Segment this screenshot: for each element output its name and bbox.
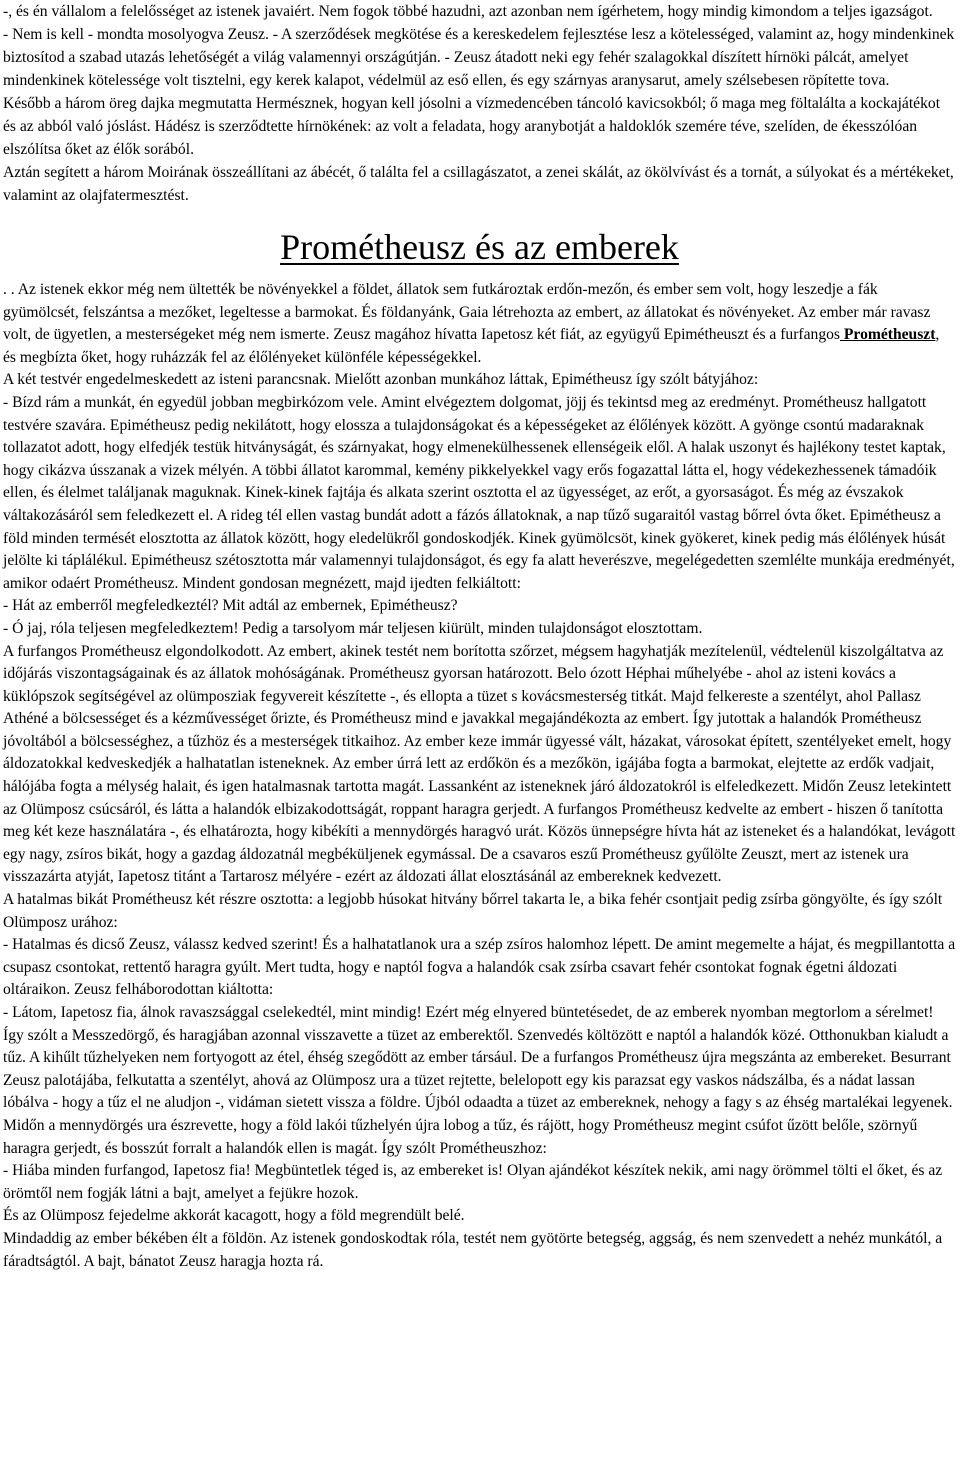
paragraph-11: A hatalmas bikát Prométheusz két részre osztotta: a legjobb húsokat hitvány bőrrel takarta le, a bika fehér csontjait pedig zsírba göngyölte, és így szólt Olümposz urához: — [3, 891, 943, 931]
paragraph-5-text-a: . . Az istenek ekkor még nem ültették be növényekkel a földet, állatok sem futkároztak erdőn-mezőn, és ember sem volt, hogy leszedje a fák gyümölcsét, felszántsa a mezőket, legeltesse a barmokat. És földanyánk, Gaia létrehozta az embert, az állatokat és növényeket. Az ember már ravasz volt, de ügyetlen, a mesterségeket még nem ismerte. Zeusz magához hívatta Iapetosz két fiát, az együgyű Epimétheuszt és a furfangos — [3, 281, 931, 344]
prometheus-link[interactable]: Prométheuszt — [840, 326, 936, 344]
paragraph-3: Később a három öreg dajka megmutatta Hermésznek, hogyan kell jósolni a vízmedencében táncoló kavicsokból; ő maga meg föltalálta a kockajátékot és az abból való jóslást. Hádész is szerződtette hírnökének: az volt a feladata, hogy aranybotját a haldoklók szemére téve, szelíden, de ékesszólóan elszólítsa őket az élők sorából. — [3, 95, 941, 158]
paragraph-1: -, és én vállalom a felelősséget az istenek javaiért. Nem fogok többé hazudni, azt azonban nem ígérhetem, hogy mindig kimondom a teljes igazságot. — [3, 3, 933, 20]
paragraph-17: Mindaddig az ember békében élt a földön. Az istenek gondoskodtak róla, testét nem gyötörte betegség, aggság, és nem szenvedett a nehéz munkától, a fáradtságtól. A bajt, bánatot Zeusz haragja hozta rá. — [3, 1229, 943, 1270]
paragraph-10: A furfangos Prométheusz elgondolkodott. Az embert, akinek testét nem borította szőrzet, mégsem hagyhatják mezítelenül, védtelenül kiszolgáltatva az időjárás viszontagságainak és az állatok mohóságának. Prométheusz gyorsan határozott. Belo ózott Héphai műhelyébe - ahol az isteni kovács a küklópszok segítségével az olümposziak fegyvereit készítette -, és ellopta a tüzet s kovácsmesterség titkát. Majd felkereste a szentélyt, ahol Pallasz Athéné a bölcsességet és a kézművességet őrizte, és Prométheusz mind e javakkal megajándékozta az embert. Így jutottak a halandók Prométheusz jóvoltából a bölcsességhez, a tűzhöz és a mesterségek titkaihoz. Az ember keze immár ügyessé vált, házakat, városokat épített, szentélyeket emelt, hogy áldozatokkal kedveskedjék a halhatatlan isteneknek. Az ember úrrá lett az erdőkön és a mezőkön, igájába fogta a barmokat, elejtette az erdők vadjait, hálójába fogta a mélység halait, és igen hatalmasnak tartotta magát. Lassanként az isteneknek járó áldozatokról is elfeledkezett. Midőn Zeusz letekintett az Olümposz csúcsáról, és látta a halandók elbizakodottságát, roppant haragra gerjedt. A furfangos Prométheusz kedvelte az embert - hiszen ő tanította meg két keze használatára -, és elhatározta, hogy kibékíti a mennydörgés haragvó urát. Közös ünnepségre hívta hát az isteneket és a halandókat, levágott egy nagy, zsíros bikát, hogy a gazdag áldozatnál megbéküljenek egymással. De a csavaros eszű Prométheusz gyűlölte Zeuszt, mert az istenek ura visszazárta atyját, Iapetosz titánt a Tartarosz mélyére - ezért az áldozati állat elosztásánál az embereknek kedvezett. — [3, 642, 956, 886]
paragraph-15: - Hiába minden furfangod, Iapetosz fia! Megbüntetlek téged is, az embereket is! Olyan ajándékot készítek nekik, ami nagy örömmel tölti el őket, és az örömtől nem fogják látni a bajt, amelyet a fejükre hozok. — [3, 1162, 943, 1202]
paragraph-14: Így szólt a Messzedörgő, és haragjában azonnal visszavette a tüzet az emberektől. Szenvedés költözött e naptól a halandók közé. Otthonukban kialudt a tűz. A kihűlt tűzhelyeken nem fortyogott az étel, éhség szegődött az ember társául. De a furfangos Prométheusz újra megszánta az embereket. Besurrant Zeusz palotájába, felkutatta a szentélyt, ahová az Olümposz ura a tüzet rejtette, belelopott egy kis parazsat egy vaskos nádszálba, és a nádat lassan lóbálva - hogy a tűz el ne aludjon -, vidáman sietett vissza a földre. Újból odaadta a tüzet az embereknek, nehogy a fagy s az éhség martalékai legyenek. Midőn a mennydörgés ura észrevette, hogy a föld lakói tűzhelyén újra lobog a tűz, és rájött, hogy Prométheusz megint csúfot űzött belőle, szörnyű haragra gerjedt, és bosszút forralt a halandók ellen is magát. Így szólt Prométheuszhoz: — [3, 1026, 953, 1157]
paragraph-8: - Hát az emberről megfeledkeztél? Mit adtál az embernek, Epimétheusz? — [3, 597, 458, 615]
paragraph-4: Aztán segített a három Moirának összeállítani az ábécét, ő találta fel a csillagászatot, a zenei skálát, az ökölvívást és a tornát, a súlyokat és a mértékeket, valamint az olajfatermesztést. — [3, 164, 954, 204]
paragraph-7: - Bízd rám a munkát, én egyedül jobban megbirkózom vele. Amint elvégeztem dolgomat, jöjj és tekintsd meg az eredményt. Prométheusz hallgatott testvére szavára. Epimétheusz pedig nekilátott, hogy elossza a tulajdonságokat és a képességeket az élőlények között. A gyönge csontú madaraknak tollazatot adott, hogy elfedjék testük hitványságát, és szárnyakat, hogy elmenekülhessenek ellenségeik elől. A halak uszonyt és hajlékony testet kaptak, hogy cikázva ússzanak a vizek mélyén. A többi állatot karommal, kemény pikkelyekkel vagy erős fogazattal látta el, hogy védekezhessenek támadóik ellen, és élelmet találjanak maguknak. Kinek-kinek fajtája és alkata szerint osztotta el az ügyességet, az erőt, a gyorsaságot. És még az évszakok váltakozásáról sem feledkezett el. A rideg tél ellen vastag bundát adott a fázós állatoknak, a nap tűző sugaraitól vastag bőrrel óvta őket. Epimétheusz a föld minden termését elosztotta az állatok között, hogy eledelükről gondoskodjék. Kinek gyümölcsöt, kinek gyökeret, kinek pedig más élőlények húsát jelölte ki táplálékul. Epimétheusz szétosztotta már valamennyi tulajdonságot, és egy fa alatt heverészve, megelégedetten szemlélte munkája eredményét, amikor odaért Prométheusz. Mindent gondosan megnézett, majd ijedten felkiáltott: — [3, 393, 955, 592]
paragraph-12: - Hatalmas és dicső Zeusz, válassz kedved szerint! És a halhatatlanok ura a szép zsíros halomhoz lépett. De amint megemelte a hájat, és megpillantotta a csupasz csontokat, rettentő haragra gyúlt. Mert tudta, hogy e naptól fogva a halandók csak zsírba csavart fehér csontokat fognak égetni áldozati oltáraikon. Zeusz felháborodottan kiáltotta: — [3, 936, 956, 999]
section-title: Prométheusz és az emberek — [280, 227, 679, 267]
paragraph-2: - Nem is kell - mondta mosolyogva Zeusz. - A szerződések megkötése és a kereskedelem fejlesztése lesz a kötelességed, valamint az, hogy mindenkinek biztosítod a szabad utazás lehetőségét a világ valamennyi országútján. - Zeusz átadott neki egy fehér szalagokkal díszített hírnöki pálcát, amelyet mindenkinek kötelessége volt tisztelni, egy kerek kalapot, védelmül az eső ellen, és egy szárnyas aranysarut, amely szélsebesen röpítette tova. — [3, 26, 955, 89]
paragraph-13: - Látom, Iapetosz fia, álnok ravaszsággal cselekedtél, mint mindig! Ezért még elnyered büntetésedet, de az emberek nyomban megtorlom a sérelmet! — [3, 1004, 934, 1021]
paragraph-5 — [3, 279, 956, 369]
paragraph-9: - Ó jaj, róla teljesen megfeledkeztem! Pedig a tarsolyom már teljesen kiürült, minden tulajdonságot elosztottam. — [3, 619, 703, 637]
paragraph-5-text-b: , és megbízta őket, hogy ruházzák fel az élőlényeket különféle képességekkel. — [3, 326, 940, 366]
paragraph-6: A két testvér engedelmeskedett az isteni parancsnak. Mielőtt azonban munkához láttak, Epimétheusz így szólt bátyjához: — [3, 371, 759, 389]
section-title-wrap — [3, 227, 956, 267]
paragraph-16: És az Olümposz fejedelme akkorát kacagott, hogy a föld megrendült belé. — [3, 1207, 465, 1225]
